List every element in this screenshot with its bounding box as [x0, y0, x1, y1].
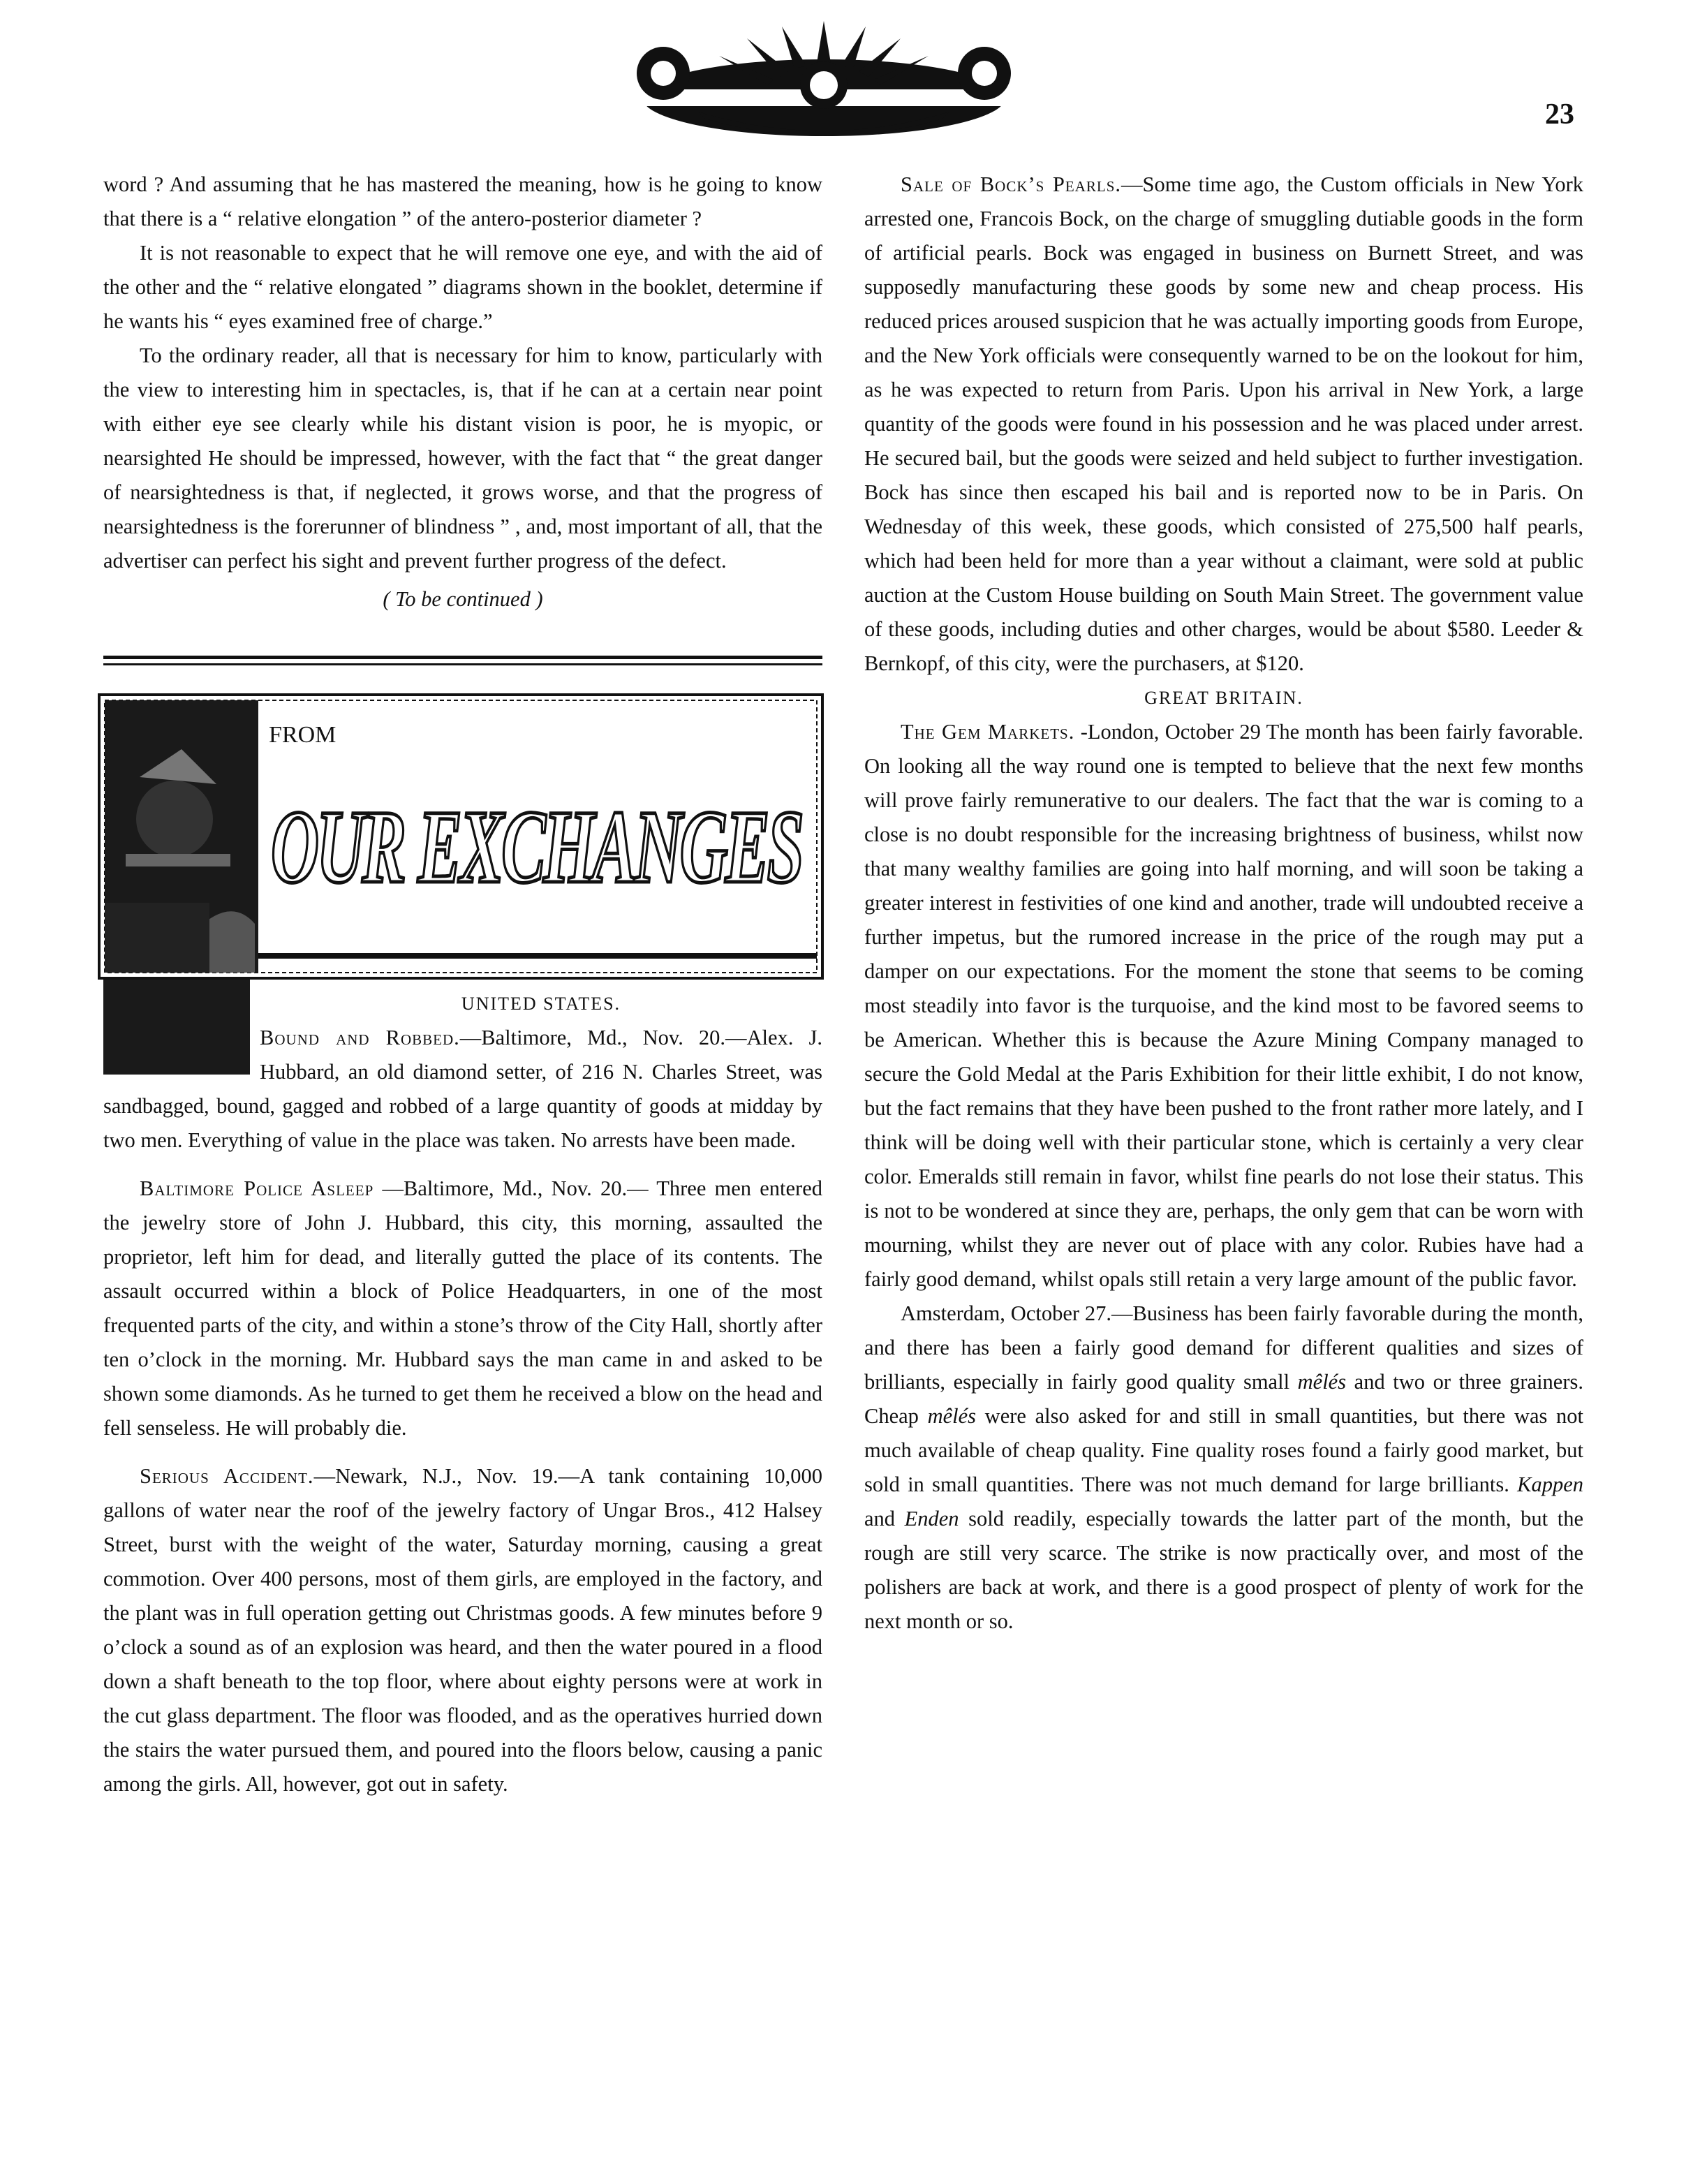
banner-title: OUR EXCHANGES — [271, 789, 802, 905]
section-divider — [103, 656, 822, 665]
paragraph: It is not reasonable to expect that he will remove one eye, and with the aid of the other and the “ relative elongated ” diagrams shown in the booklet, determine if he wants his “ eyes examined free of charge.” — [103, 241, 822, 333]
article-title: Serious Accident. — [140, 1464, 314, 1488]
section-heading-united-states: UNITED STATES. — [461, 994, 621, 1014]
article-title: Baltimore Police Asleep — [140, 1176, 374, 1200]
banner-overhang — [103, 977, 250, 1075]
text-run: and two or three grainers. Cheap — [864, 1370, 1583, 1428]
our-exchanges-banner-art — [98, 693, 824, 980]
section-heading-great-britain: GREAT BRITAIN. — [1144, 688, 1303, 708]
right-column — [864, 168, 1583, 1639]
page-number: 23 — [1545, 98, 1574, 131]
italic-term: mêlés — [1297, 1370, 1347, 1394]
paragraph: word ? And assuming that he has mastered the meaning, how is he going to know that there is a “ relative elongation ” of the antero-posterior diameter ? — [103, 172, 822, 230]
sunburst-ornament-icon — [614, 7, 1033, 154]
text-run: were also asked for and still in small quantities, but there was not much available of cheap quality. Fine quality roses found a fairly good market, but sold in small quantities. There was not much demand for large brilliants. — [864, 1404, 1583, 1496]
article-body: -London, October 29 The month has been fairly favorable. On looking all the way round one is tempted to believe that the next few months will prove fairly remunerative to our dealers. The fact that the war is coming to a close is no doubt responsible for the increasing brightness of business, whilst now that many wealthy families are going into half morning, and will soon be taking a greater interest in festivities of one kind and another, trade will undoubted receive a further impetus, but the rumored increase in the price of the rough may put a damper on our expectations. For the moment the stone that seems to be coming most steadily into favor is the turquoise, and the kind most to be favored seems to be American. Whether this is because the Azure Mining Company managed to secure the Gold Medal at the Paris Exhibition for their little exhibit, I do not know, but the fact remains that they have been pushed to the front rather more lately, and I think will be doing well with their particular stone, which is certainly a very clear color. Emeralds still remain in favor, whilst fine pearls do not lose their status. This is not to be wondered at since they are, perhaps, the only gem that can be worn with mourning, whilst they are never out of place with any color. Rubies have had a fairly good demand, whilst opals still retain a very large amount of the public favor. — [864, 720, 1583, 1291]
article-body: —Newark, N.J., Nov. 19.—A tank containing 10,000 gallons of water near the roof of the jewelry factory of Ungar Bros., 412 Halsey Street, burst with the weight of the water, Saturday morning, causing a great commotion. Over 400 persons, most of them girls, are employed in the factory, and the plant was in full operation getting out Christmas goods. A few minutes before 9 o’clock a sound as of an explosion was heard, and then the water poured in a flood down a shaft beneath to the top floor, where about eighty persons were at work in the cut glass department. The floor was flooded, and as the operatives hurried down the stairs the water pursued them, and poured into the floors below, causing a panic among the girls. All, however, got out in safety. — [103, 1464, 823, 1796]
continued-note: ( To be continued ) — [383, 587, 543, 611]
banner-from-label: FROM — [269, 722, 337, 748]
left-column — [103, 168, 822, 1801]
our-exchanges-banner — [103, 693, 822, 987]
article-police-asleep — [103, 1172, 822, 1445]
article-title: The Gem Markets. — [901, 720, 1075, 744]
italic-term: Kappen — [1517, 1473, 1583, 1496]
article-body: —Baltimore, Md., Nov. 20.—Alex. J. Hubbard, an old diamond setter, of 216 N. Charles Street, was sandbagged, bound, gagged and robbed of a large quantity of goods at midday by two men. Everything of value in the place was taken. No arrests have been made. — [103, 1026, 822, 1152]
article-serious-accident — [103, 1459, 822, 1801]
article-amsterdam — [864, 1297, 1583, 1639]
article-bocks-pearls — [864, 168, 1583, 681]
text-run: Amsterdam, October 27.—Business has been fairly favorable during the month, and there has been a fairly good demand for different qualities and sizes of brilliants, especially in fairly good quality small — [864, 1301, 1583, 1394]
article-title: Bound and Robbed. — [260, 1026, 460, 1049]
article-body: —Some time ago, the Custom officials in New York arrested one, Francois Bock, on the charge of smuggling dutiable goods in the form of artificial pearls. Bock was engaged in business on Burnett Street, and was supposedly manufacturing these goods by some new and cheap process. His reduced prices aroused suspicion that he was actually importing goods from Europe, and the New York officials were consequently warned to be on the lookout for him, as he was expected to return from Paris. Upon his arrival in New York, a large quantity of the goods were found in his possession and he was placed under arrest. He secured bail, but the goods were seized and held subject to further investigation. Bock has since then escaped his bail and is reported now to be in Paris. On Wednesday of this week, these goods, which consisted of 275,500 half pearls, which had been held for more than a year without a claimant, were sold at public auction at the Custom House building on South Main Street. The government value of these goods, including duties and other charges, would be about $580. Leeder & Bernkopf, of this city, were the purchasers, at $120. — [864, 172, 1583, 675]
article-gem-markets — [864, 715, 1583, 1297]
article-body: —Baltimore, Md., Nov. 20.— Three men entered the jewelry store of John J. Hubbard, this city, this morning, assaulted the proprietor, left him for dead, and literally gutted the place of its contents. The assault occurred within a block of Police Headquarters, in one of the most frequented parts of the city, and within a stone’s throw of the City Hall, shortly after ten o’clock in the morning. Mr. Hubbard says the man came in and asked to be shown some diamonds. As he turned to get them he received a blow on the head and fell senseless. He will probably die. — [103, 1176, 823, 1440]
italic-term: mêlés — [927, 1404, 977, 1428]
paragraph: To the ordinary reader, all that is necessary for him to know, particularly with the view to interesting him in spectacles, is, that if he can at a certain near point with either eye see clearly while his distant vision is poor, he is myopic, or nearsighted He should be impressed, however, with the fact that “ the great danger of nearsightedness is that, if neglected, it grows worse, and that the progress of nearsightedness is the forerunner of blindness ” , and, most important of all, that the advertiser can perfect his sight and prevent further progress of the defect. — [103, 344, 822, 573]
text-run: sold readily, especially towards the latter part of the month, but the rough are still very scarce. The strike is now practically over, and most of the polishers are back at work, and there is a good prospect of plenty of work for the next month or so. — [864, 1507, 1583, 1633]
text-run: and — [864, 1507, 905, 1530]
article-title: Sale of Bock’s Pearls. — [901, 172, 1122, 196]
italic-term: Enden — [904, 1507, 959, 1530]
